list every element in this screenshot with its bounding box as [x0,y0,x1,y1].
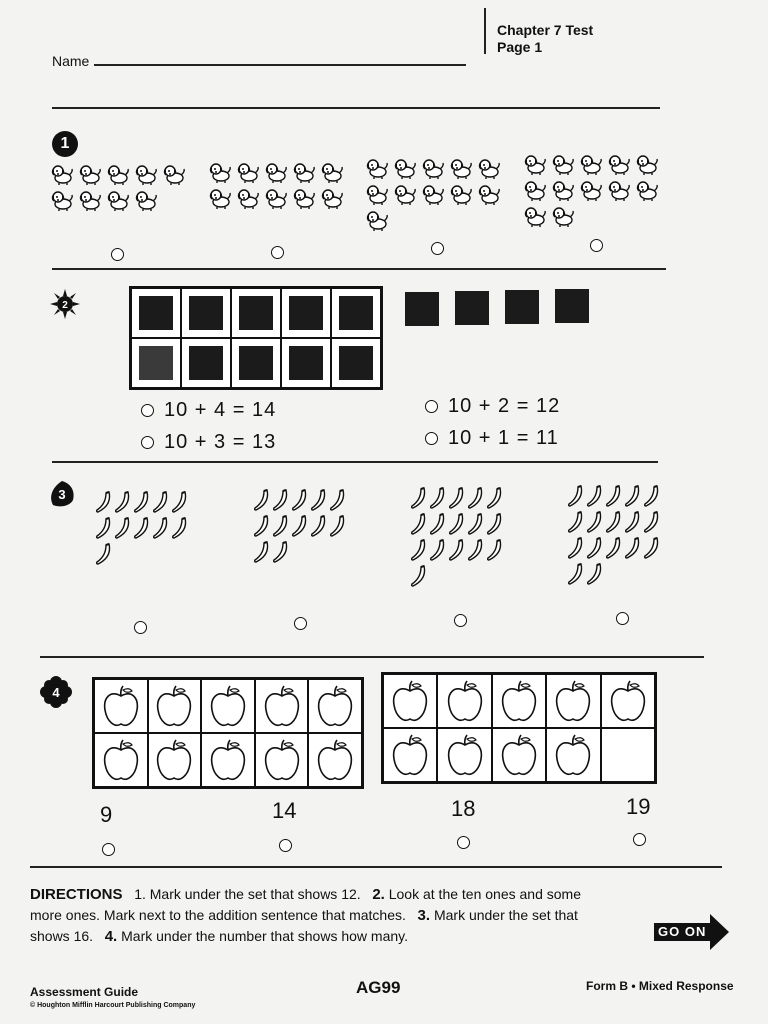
filled-square [339,296,373,330]
banana-icon [642,511,660,533]
answer-bubble[interactable] [425,432,438,445]
dog-icon [607,179,631,201]
go-on-arrow-icon [654,914,730,955]
banana-icon [409,487,427,509]
apple-icon [554,679,592,723]
dog-icon [551,179,575,201]
answer-bubble[interactable] [431,242,444,255]
ten-frame-cell [437,728,491,782]
ten-frame-cell [383,728,437,782]
ten-frame-cell [281,288,331,338]
apple-icon [155,738,193,782]
dog-icon [78,189,102,211]
banana-icon [566,537,584,559]
filled-square [289,346,323,380]
footer-left: Assessment Guide [30,985,139,999]
dog-icon [292,187,316,209]
directions-heading: DIRECTIONS [30,886,123,903]
ten-frame-cell [148,733,202,787]
dog-icon [134,189,158,211]
answer-bubble[interactable] [454,614,467,627]
ten-frame-cell [148,679,202,733]
ten-frame-cell [131,288,181,338]
item-number-1 [52,131,78,157]
banana-icon [409,565,427,587]
answer-bubble[interactable] [111,248,124,261]
apple-icon [155,684,193,728]
dog-icon [320,161,344,183]
ten-frame-cell [94,733,148,787]
ten-frame-cell [546,728,600,782]
filled-square [339,346,373,380]
banana-icon [585,563,603,585]
banana-icon [623,537,641,559]
banana-icon [151,491,169,513]
ten-frame [129,286,383,390]
equation-text: 10 + 4 = 14 [164,399,277,421]
banana-icon [170,517,188,539]
dog-icon [421,183,445,205]
ten-frame-cell [383,674,437,728]
banana-icon [485,513,503,535]
apple-icon [102,684,140,728]
dog-icon [421,157,445,179]
answer-bubble[interactable] [141,404,154,417]
svg-text:2: 2 [62,300,68,311]
banana-icon [428,513,446,535]
ten-frame-cell [437,674,491,728]
equation-text: 10 + 3 = 13 [164,431,277,453]
apple-icon [446,733,484,777]
dog-icon [292,161,316,183]
dog-icon [236,187,260,209]
filled-square [289,296,323,330]
banana-icon [132,517,150,539]
footer-copyright: © Houghton Mifflin Harcourt Publishing Company [30,1002,196,1009]
test-title: Chapter 7 Test [497,22,594,38]
apple-icon [609,679,647,723]
dog-icon [50,163,74,185]
banana-icon [151,517,169,539]
dog-icon [162,163,186,185]
banana-icon [485,487,503,509]
direction-number: 1. [134,886,146,902]
banana-icon [642,485,660,507]
extra-square [555,289,589,323]
equation-text: 10 + 1 = 11 [448,427,559,449]
apple-icon: 1 [60,135,70,152]
banana-icon [170,491,188,513]
banana-icon [623,485,641,507]
banana-icon [290,489,308,511]
banana-icon [252,489,270,511]
header-divider-vertical [484,8,486,54]
extra-square [455,291,489,325]
equation-option-3[interactable] [425,395,560,418]
dog-icon [635,179,659,201]
banana-icon [328,515,346,537]
sun-icon [50,289,80,319]
apple-icon [500,733,538,777]
equation-option-4[interactable] [425,427,559,450]
ten-frame-cell [181,338,231,388]
extra-square [405,292,439,326]
ten-frame-cell [201,679,255,733]
dog-icon [264,187,288,209]
banana-icon [604,537,622,559]
direction-text: Look at the ten ones and some more ones. Mark next to the addition sentence that matches. [30,886,581,923]
number-choice-4: 19 [626,794,651,819]
apple-icon [209,684,247,728]
equation-text: 10 + 2 = 12 [448,395,561,417]
banana-icon [309,489,327,511]
number-choice-1: 9 [100,802,113,827]
direction-number: 3. [417,907,431,924]
dog-icon [236,161,260,183]
answer-bubble[interactable] [425,400,438,413]
banana-icon [428,539,446,561]
answer-bubble[interactable] [134,621,147,634]
apple-icon [391,733,429,777]
equation-option-1[interactable] [141,399,276,422]
banana-icon [271,541,289,563]
ten-frame-cell [492,728,546,782]
dog-icon [551,205,575,227]
directions [30,884,590,947]
extra-square [505,290,539,324]
apple-icon [316,738,354,782]
ten-frame-cell [492,674,546,728]
dog-icon [393,183,417,205]
banana-icon [466,539,484,561]
answer-bubble[interactable] [590,239,603,252]
answer-bubble[interactable] [279,839,292,852]
flower-icon [40,676,72,708]
banana-icon [604,485,622,507]
dog-icon [320,187,344,209]
section-divider [52,107,660,109]
dog-icon [477,183,501,205]
dog-icon [523,179,547,201]
dog-icon [523,205,547,227]
apple-ten-frame-2 [381,672,657,784]
go-on-label: GO ON [658,924,707,939]
ten-frame-cell [331,338,381,388]
ten-frame-cell [601,674,655,728]
filled-square [139,346,173,380]
ten-frame-cell [231,338,281,388]
banana-icon [585,537,603,559]
dog-icon [208,161,232,183]
number-choice-2: 14 [272,798,297,823]
apple-icon [102,738,140,782]
apple-icon [316,684,354,728]
banana-icon [271,515,289,537]
dog-icon [393,157,417,179]
banana-icon [566,563,584,585]
leaf-icon [48,480,76,508]
direction-number: 2. [372,886,385,903]
apple-icon [209,738,247,782]
dog-icon [50,189,74,211]
apple-icon [263,684,301,728]
dog-icon [579,153,603,175]
apple-icon [391,679,429,723]
dog-icon [78,163,102,185]
dog-icon [449,183,473,205]
direction-text: Mark under the set that shows 12. [149,886,361,902]
name-line[interactable] [94,64,466,66]
answer-bubble[interactable] [457,836,470,849]
banana-icon [409,513,427,535]
banana-icon [309,515,327,537]
banana-icon [94,543,112,565]
name-label: Name [52,53,90,69]
apple-icon [446,679,484,723]
footer-right: Form B • Mixed Response [586,979,734,993]
banana-icon [604,511,622,533]
banana-icon [585,485,603,507]
banana-icon [94,517,112,539]
apple-icon [263,738,301,782]
dog-icon [635,153,659,175]
ten-frame-cell [281,338,331,388]
section-divider [52,461,658,463]
filled-square [239,296,273,330]
section-divider [52,268,666,270]
dog-icon [264,161,288,183]
answer-bubble[interactable] [294,617,307,630]
banana-icon [447,513,465,535]
banana-icon [252,541,270,563]
dog-icon [551,153,575,175]
svg-text:3: 3 [58,487,66,502]
dog-icon [449,157,473,179]
section-divider [40,656,704,658]
dog-icon [579,179,603,201]
svg-text:4: 4 [52,685,60,700]
ten-frame-cell [181,288,231,338]
ten-frame-cell [94,679,148,733]
dog-icon [607,153,631,175]
banana-icon [566,511,584,533]
banana-icon [623,511,641,533]
answer-bubble[interactable] [271,246,284,259]
banana-icon [485,539,503,561]
dog-icon [365,157,389,179]
banana-icon [113,491,131,513]
number-choice-3: 18 [451,796,476,821]
banana-icon [642,537,660,559]
section-divider [30,866,722,868]
filled-square [189,346,223,380]
banana-icon [447,487,465,509]
banana-icon [252,515,270,537]
apple-ten-frame-1 [92,677,364,789]
ten-frame-cell [601,728,655,782]
ten-frame-cell [308,679,362,733]
direction-text: Mark under the number that shows how many. [121,928,409,944]
banana-icon [113,517,131,539]
banana-icon [466,487,484,509]
dog-icon [523,153,547,175]
dog-icon [365,209,389,231]
ten-frame-cell [131,338,181,388]
answer-bubble[interactable] [102,843,115,856]
page-code: AG99 [356,978,401,997]
banana-icon [447,539,465,561]
apple-icon [500,679,538,723]
filled-square [139,296,173,330]
direction-text: Mark under the set that shows 16. [30,907,578,944]
dog-icon [106,163,130,185]
banana-icon [409,539,427,561]
banana-icon [328,489,346,511]
filled-square [239,346,273,380]
ten-frame-cell [231,288,281,338]
banana-icon [132,491,150,513]
dog-icon [477,157,501,179]
banana-icon [290,515,308,537]
dog-icon [106,189,130,211]
banana-icon [428,487,446,509]
dog-icon [134,163,158,185]
banana-icon [94,491,112,513]
banana-icon [466,513,484,535]
answer-bubble[interactable] [633,833,646,846]
direction-number: 4. [104,928,118,945]
dog-icon [365,183,389,205]
ten-frame-cell [255,679,309,733]
banana-icon [566,485,584,507]
filled-square [189,296,223,330]
banana-icon [271,489,289,511]
answer-bubble[interactable] [141,436,154,449]
ten-frame-cell [331,288,381,338]
page-label: Page 1 [497,39,543,55]
equation-option-2[interactable] [141,431,276,454]
ten-frame-cell [255,733,309,787]
banana-icon [585,511,603,533]
ten-frame-cell [546,674,600,728]
apple-icon [554,733,592,777]
dog-icon [208,187,232,209]
answer-bubble[interactable] [616,612,629,625]
ten-frame-cell [201,733,255,787]
ten-frame-cell [308,733,362,787]
